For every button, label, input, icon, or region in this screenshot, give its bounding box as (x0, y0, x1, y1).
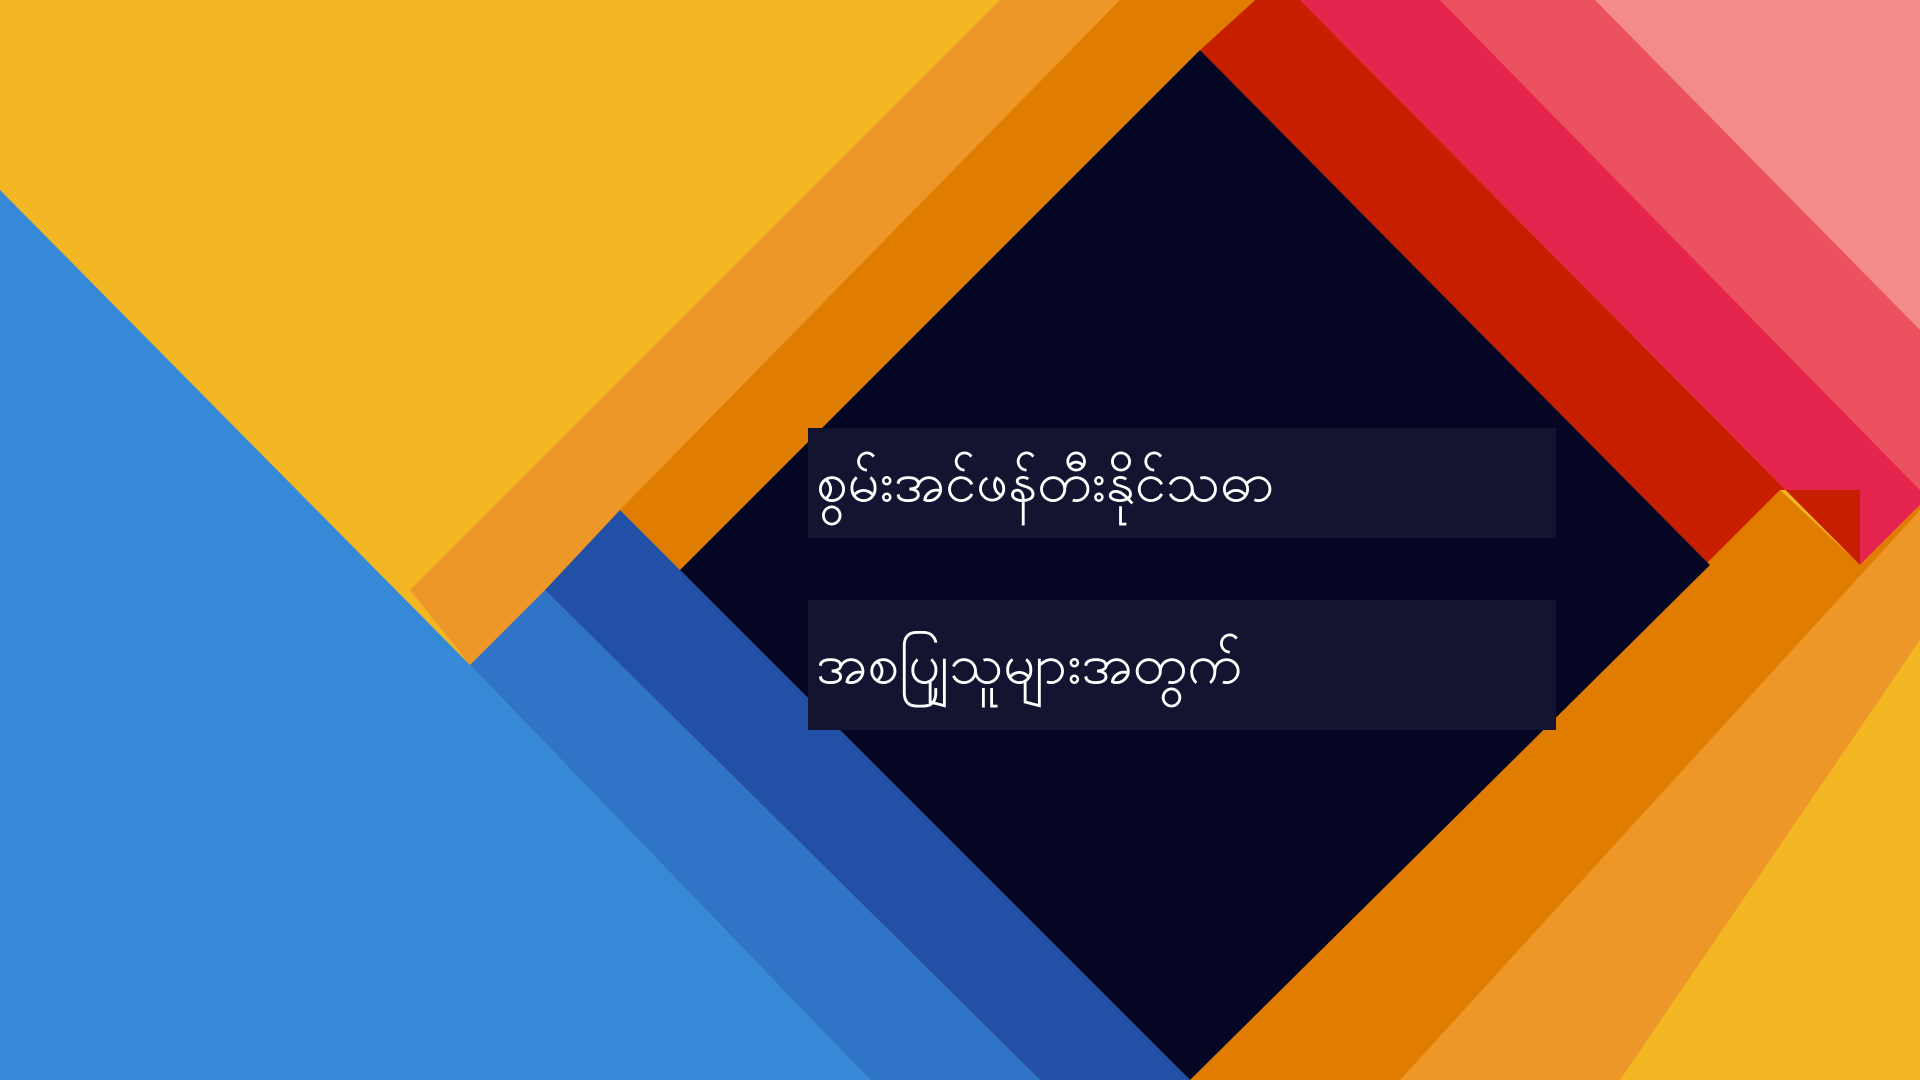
caption-line-2 (808, 600, 1556, 730)
caption-line-1 (808, 428, 1556, 538)
caption-line-1-text: စွမ်းအင်ဖန်တီးနိုင်သဓာ ￼￼ (816, 450, 1293, 515)
caption-line-2-text: အစပျြသူများအတွက် (816, 632, 1243, 697)
